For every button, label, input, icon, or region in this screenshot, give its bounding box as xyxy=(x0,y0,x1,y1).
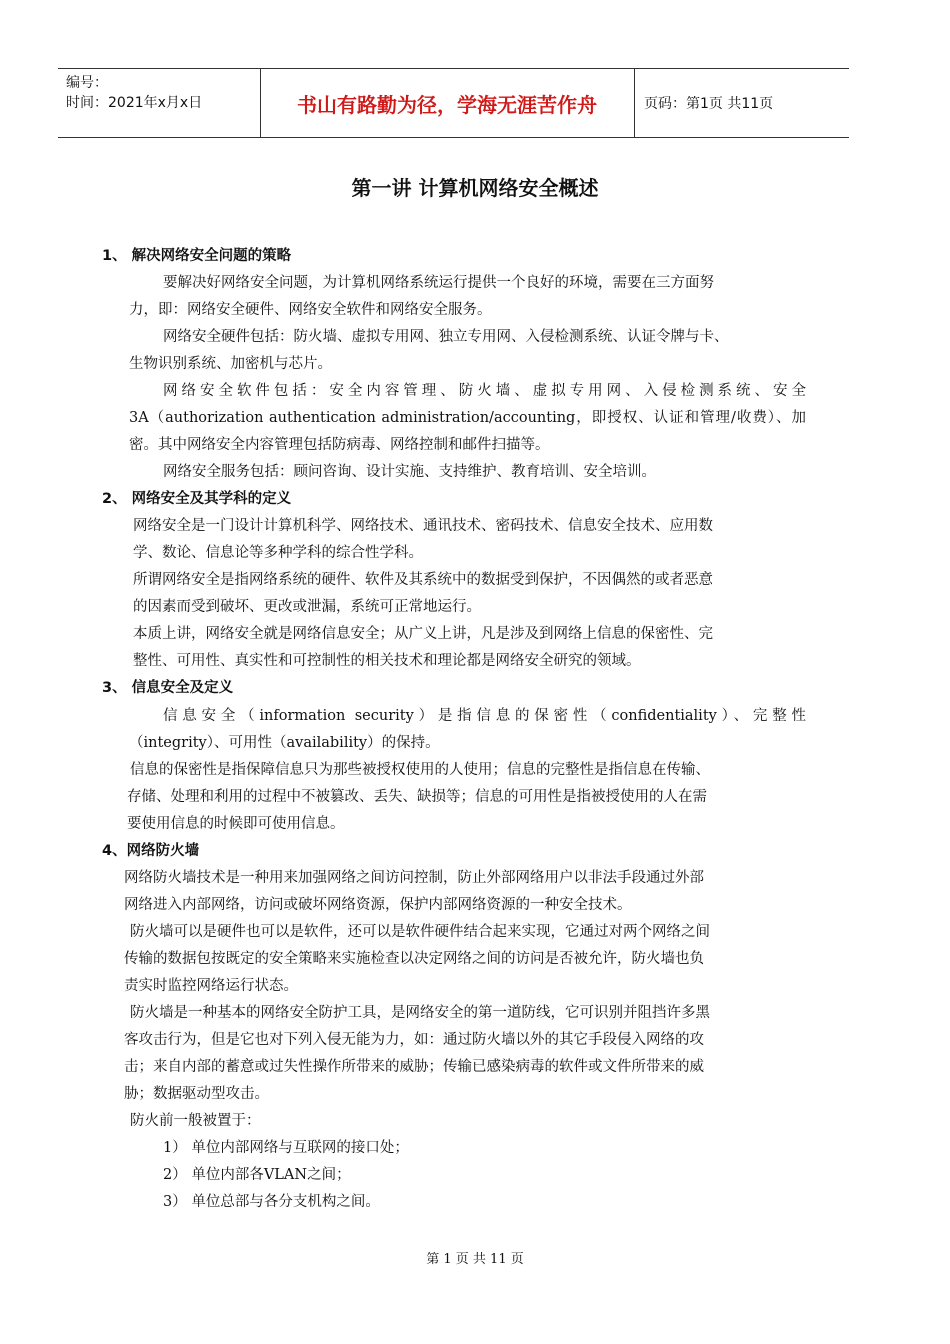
body-line: 胁；数据驱动型攻击。 xyxy=(124,1086,269,1102)
body-line: 3A（authorization authentication administration/accounting，即授权、认证和管理/收费）、加 xyxy=(129,410,806,426)
header-motto: 书山有路勤为径，学海无涯苦作舟 xyxy=(297,92,597,117)
body-line: 网络安全硬件包括：防火墙、虚拟专用网、独立专用网、入侵检测系统、认证令牌与卡、 xyxy=(163,329,729,345)
body-line: 网络进入内部网络，访问或破坏网络资源，保护内部网络资源的一种安全技术。 xyxy=(124,897,632,913)
body-line: 要解决好网络安全问题，为计算机网络系统运行提供一个良好的环境，需要在三方面努 xyxy=(163,275,714,291)
body-line: 要使用信息的时候即可使用信息。 xyxy=(127,816,345,832)
body-line: 力，即：网络安全硬件、网络安全软件和网络安全服务。 xyxy=(129,302,492,318)
body-line: 信息安全（information security）是指信息的保密性（confidentiality）、完整性 xyxy=(163,708,806,724)
body-line: 网络安全服务包括：顾问咨询、设计实施、支持维护、教育培训、安全培训。 xyxy=(163,464,656,480)
body-line: 防火墙是一种基本的网络安全防护工具，是网络安全的第一道防线，它可识别并阻挡许多黑 xyxy=(130,1005,710,1021)
body-line: 网络安全软件包括：安全内容管理、防火墙、虚拟专用网、入侵检测系统、安全 xyxy=(163,383,806,399)
body-line: 客攻击行为，但是它也对下列入侵无能为力，如：通过防火墙以外的其它手段侵入网络的攻 xyxy=(124,1032,704,1048)
body-line: （integrity）、可用性（availability）的保持。 xyxy=(129,735,440,751)
body-line: 击；来自内部的蓄意或过失性操作所带来的威胁；传输已感染病毒的软件或文件所带来的威 xyxy=(124,1059,704,1075)
body-line: 本质上讲，网络安全就是网络信息安全；从广义上讲，凡是涉及到网络上信息的保密性、完 xyxy=(133,626,713,642)
page-footer: 第 1 页 共 11 页 xyxy=(426,1252,524,1267)
body-line: 传输的数据包按既定的安全策略来实施检查以决定网络之间的访问是否被允许，防火墙也负 xyxy=(124,951,704,967)
body-line: 学、数论、信息论等多种学科的综合性学科。 xyxy=(133,545,423,561)
body-line: 的因素而受到破坏、更改或泄漏，系统可正常地运行。 xyxy=(133,599,481,615)
header-divider xyxy=(634,69,635,137)
body-line: 网络安全是一门设计计算机科学、网络技术、通讯技术、密码技术、信息安全技术、应用数 xyxy=(133,518,713,534)
page-header xyxy=(58,68,849,138)
body-line: 密。其中网络安全内容管理包括防病毒、网络控制和邮件扫描等。 xyxy=(129,437,550,453)
body-line: 网络防火墙技术是一种用来加强网络之间访问控制，防止外部网络用户以非法手段通过外部 xyxy=(124,870,704,886)
body-line: 2） 单位内部各VLAN之间； xyxy=(163,1167,351,1183)
body-line: 1） 单位内部网络与互联网的接口处； xyxy=(163,1140,409,1156)
section-heading: 2、 网络安全及其学科的定义 xyxy=(102,491,292,507)
body-line: 防火前一般被置于： xyxy=(130,1113,261,1129)
body-line: 责实时监控网络运行状态。 xyxy=(124,978,298,994)
section-heading: 1、 解决网络安全问题的策略 xyxy=(102,248,292,264)
body-line: 信息的保密性是指保障信息只为那些被授权使用的人使用；信息的完整性是指信息在传输、 xyxy=(130,762,710,778)
body-line: 防火墙可以是硬件也可以是软件，还可以是软件硬件结合起来实现，它通过对两个网络之间 xyxy=(130,924,710,940)
section-heading: 4、网络防火墙 xyxy=(102,843,200,859)
section-heading: 3、 信息安全及定义 xyxy=(102,680,234,696)
document-title: 第一讲 计算机网络安全概述 xyxy=(351,176,599,200)
number-label: 编号： xyxy=(66,75,108,91)
time-label: 时间：2021年x月x日 xyxy=(66,95,203,111)
body-line: 整性、可用性、真实性和可控制性的相关技术和理论都是网络安全研究的领域。 xyxy=(133,653,641,669)
body-line: 存储、处理和利用的过程中不被篡改、丢失、缺损等；信息的可用性是指被授使用的人在需 xyxy=(127,789,707,805)
body-line: 生物识别系统、加密机与芯片。 xyxy=(129,356,332,372)
body-line: 所谓网络安全是指网络系统的硬件、软件及其系统中的数据受到保护，不因偶然的或者恶意 xyxy=(133,572,713,588)
header-page-label: 页码：第1页 共11页 xyxy=(644,96,774,112)
header-meta xyxy=(66,73,202,113)
body-line: 3） 单位总部与各分支机构之间。 xyxy=(163,1194,380,1210)
